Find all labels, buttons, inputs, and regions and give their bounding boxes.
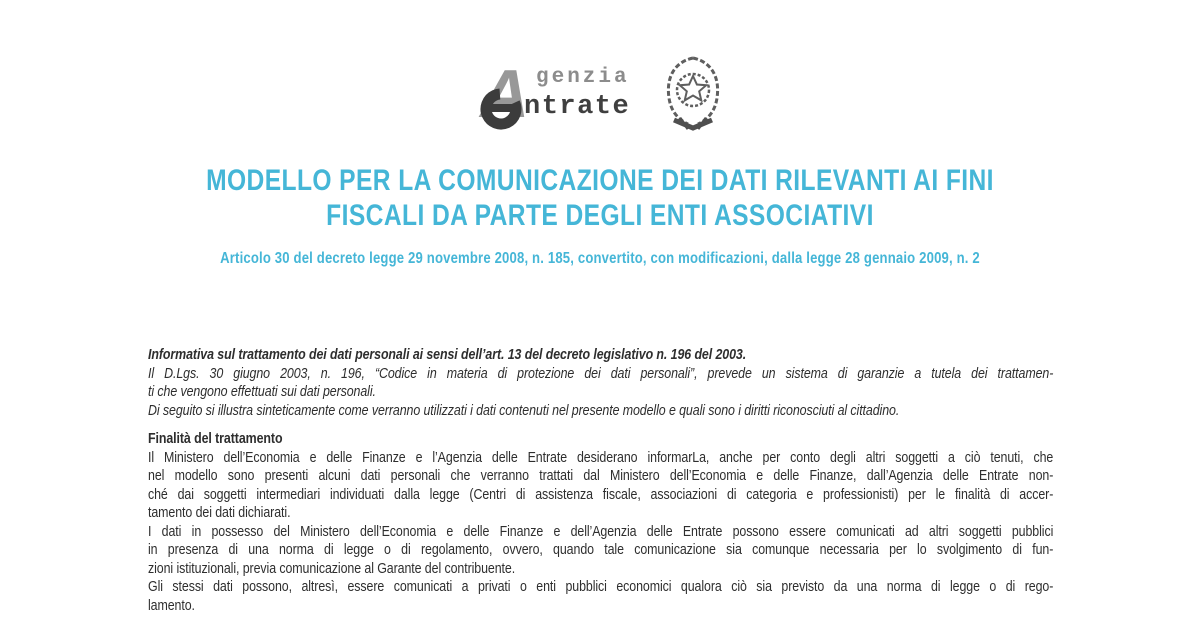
text-line: tamento dei dati dichiarati. bbox=[148, 505, 291, 521]
paragraph bbox=[148, 365, 1053, 402]
paragraph bbox=[148, 346, 1053, 365]
page-title bbox=[108, 163, 1092, 233]
finalita-body bbox=[148, 449, 1053, 616]
brand-word-entrate: ntrate bbox=[524, 92, 631, 122]
text-line: Il D.Lgs. 30 giugno 2003, n. 196, “Codice in materia di protezione dei dati personali”, prevede un sistema di garanzie a tutela dei trattamen- bbox=[148, 365, 1054, 382]
brand-word-agenzia: genzia bbox=[536, 66, 630, 89]
text-line: zioni istituzionali, previa comunicazione al Garante del contribuente. bbox=[148, 560, 516, 577]
agenzia-entrate-logo bbox=[0, 52, 1200, 138]
page-title-line2: FISCALI DA PARTE DEGLI ENTI ASSOCIATIVI bbox=[326, 199, 874, 232]
text-line: lamento. bbox=[148, 597, 195, 614]
text-line: Informativa sul trattamento dei dati personali ai sensi dell’art. 13 del decreto legislativo n. 196 del 2003. bbox=[148, 347, 747, 363]
text-line: Di seguito si illustra sinteticamente come verranno utilizzati i dati contenuti nel presente modello e quali sono i diritti riconosciuti al cittadino. bbox=[148, 402, 900, 419]
logo-container bbox=[474, 52, 726, 138]
paragraph bbox=[148, 523, 1053, 579]
brand-wordmark bbox=[524, 66, 630, 122]
title-block bbox=[108, 163, 1092, 268]
section-gap bbox=[148, 420, 1053, 430]
paragraph bbox=[148, 449, 1053, 523]
paragraph bbox=[148, 402, 1053, 421]
text-line: in presenza di una norma di legge o di regolamento, ovvero, quando tale comunicazione sia comunque necessaria per lo svolgimento di fun- bbox=[148, 542, 1054, 558]
text-line: ché dai soggetti intermediari individuati dalla legge (Centri di assistenza fiscale, associazioni di categoria e professionisti) per le finalità di accer- bbox=[148, 486, 1054, 503]
svg-text:A: A bbox=[480, 56, 530, 132]
italian-republic-emblem-icon bbox=[660, 54, 726, 134]
privacy-intro bbox=[148, 346, 1053, 420]
text-line: ti che vengono effettuati sui dati personali. bbox=[148, 384, 376, 400]
text-line: nel modello sono presenti alcuni dati personali che verranno trattati dal Ministero dell’Economia e delle Finanze, dall’Agenzia delle Entrate non- bbox=[148, 468, 1054, 484]
paragraph bbox=[148, 578, 1053, 615]
page-subtitle: Articolo 30 del decreto legge 29 novembre 2008, n. 185, convertito, con modificazioni, dalla legge 28 gennaio 2009, n. 2 bbox=[220, 250, 980, 267]
text-line: I dati in possesso del Ministero dell’Economia e delle Finanze e dell’Agenzia delle Entrate possono essere comunicati ad altri soggetti pubblici bbox=[148, 523, 1054, 540]
text-line: Gli stessi dati possono, altresì, essere comunicati a privati o enti pubblici economici qualora ciò sia previsto da una norma di legge o di rego- bbox=[148, 579, 1054, 595]
section-heading-finalita: Finalità del trattamento bbox=[148, 431, 283, 447]
page-title-line1: MODELLO PER LA COMUNICAZIONE DEI DATI RILEVANTI AI FINI bbox=[206, 164, 994, 197]
privacy-notice bbox=[148, 346, 1053, 615]
text-line: Il Ministero dell’Economia e delle Finanze e l’Agenzia delle Entrate desiderano informarLa, anche per conto degli altri soggetti a ciò tenuti, che bbox=[148, 449, 1054, 466]
